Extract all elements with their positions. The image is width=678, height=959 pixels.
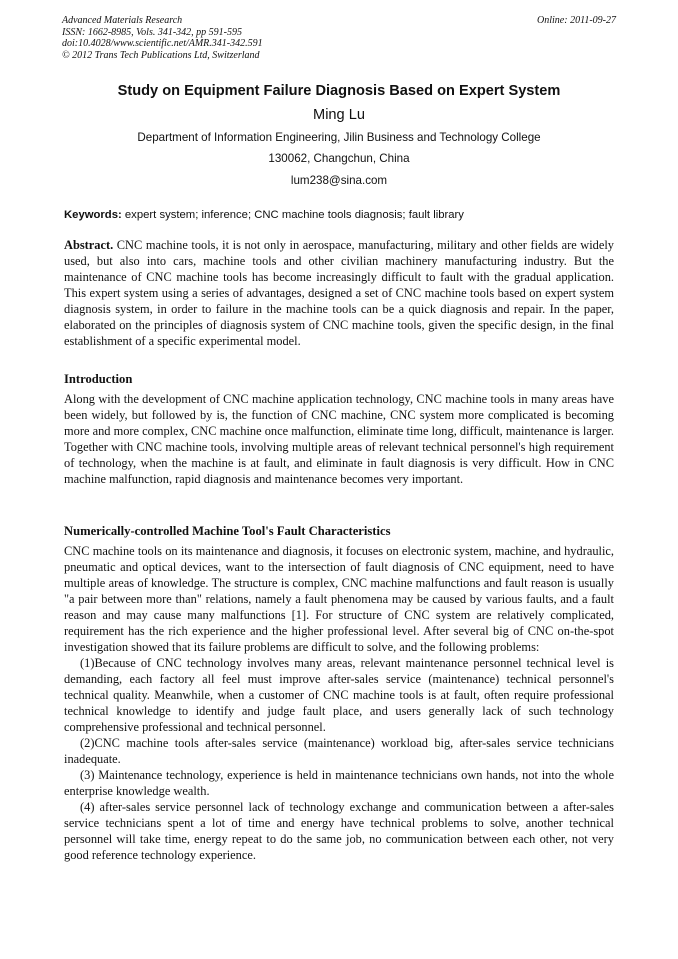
copyright-line: © 2012 Trans Tech Publications Ltd, Switzerland (62, 49, 260, 61)
author-name: Ming Lu (313, 107, 365, 123)
affiliation-department: Department of Information Engineering, Jilin Business and Technology College (137, 131, 541, 144)
journal-name: Advanced Materials Research (62, 15, 183, 26)
journal-header (62, 15, 616, 61)
doi-line: doi:10.4028/www.scientific.net/AMR.341-342.591 (62, 38, 263, 49)
online-date: Online: 2011-09-27 (537, 15, 616, 26)
keywords-label: Keywords: (64, 209, 122, 221)
keywords-text: expert system; inference; CNC machine tools diagnosis; fault library (121, 209, 464, 221)
problem-item-1: (1)Because of CNC technology involves many areas, relevant maintenance personnel technical level is demanding, each factory all feel must improve after-sales service (maintenance) technical personnel's technical quality. Meanwhile, when a customer of CNC machine tools is at fault, often require professional technical knowledge to identify and judge fault place, and users generally lack of such technology comprehensive professional and technical personnel. (64, 656, 614, 734)
author-email: lum238@sina.com (290, 174, 388, 187)
abstract-text: CNC machine tools, it is not only in aerospace, manufacturing, military and other fields are widely used, but also into cars, machine tools and other civilian machinery manufacturing industry. But the maintenance of CNC machine tools has become increasingly difficult to fault with the gradual application. This expert system using a series of advantages, designed a set of CNC machine tools based on expert system diagnosis system, in order to failure in the machine tools can be a quick diagnosis and repair. In the paper, elaborated on the principles of diagnosis system of CNC machine tools, given the specific design, in the final establishment of a specific experimental model. (64, 238, 614, 348)
paragraph: Along with the development of CNC machine application technology, CNC machine tools in many areas have been widely, but followed by is, the function of CNC machine, CNC system more complicated is becoming more and more complex, CNC machine once malfunction, eliminate time long, difficult, maintenance is larger. Together with CNC machine tools, involving multiple areas of relevant technical personnel's high requirement of technology, when the machine is at fault, and eliminate in fault diagnosis is very difficult. How in CNC machine malfunction, rapid diagnosis and maintenance becomes very important. (64, 392, 614, 486)
introduction-paragraph (64, 391, 614, 487)
keywords-line (64, 208, 624, 222)
problem-item-4: (4) after-sales service personnel lack of technology exchange and communication between a after-sales service technicians spent a lot of time and energy have technical problems to solve, another technical personnel will take time, energy repeat to do the same job, no communication between each other, not very good reference technology experience. (64, 800, 614, 862)
paragraph: CNC machine tools on its maintenance and diagnosis, it focuses on electronic system, machine, and hydraulic, pneumatic and optical devices, want to the intersection of fault diagnosis of CNC equipment, need to have multiple areas of knowledge. The structure is complex, CNC machine malfunctions and fault reason is usually "a pair between more than" relations, namely a fault phenomena may be caused by various faults, and a fault reason and may cause many malfunctions [1]. For structure of CNC system are relatively complicated, requirement has the rich experience and the higher professional level. After several big of CNC on-the-spot investigation showed that its failure problems are difficult to solve, and the following problems: (64, 544, 614, 654)
section-heading-introduction: Introduction (64, 372, 133, 386)
affiliation-address: 130062, Changchun, China (268, 152, 410, 165)
problem-item-2: (2)CNC machine tools after-sales service (maintenance) workload big, after-sales service technicians inadequate. (64, 736, 614, 766)
paper-title: Study on Equipment Failure Diagnosis Based on Expert System (117, 83, 561, 99)
abstract-label: Abstract. (64, 238, 114, 252)
abstract (64, 237, 614, 349)
problem-item-3: (3) Maintenance technology, experience is held in maintenance technicians own hands, not into the whole enterprise knowledge wealth. (64, 768, 614, 798)
section-heading-fault-characteristics: Numerically-controlled Machine Tool's Fault Characteristics (64, 524, 391, 538)
issn-line: ISSN: 1662-8985, Vols. 341-342, pp 591-595 (62, 26, 242, 38)
fault-characteristics-body (64, 543, 614, 863)
